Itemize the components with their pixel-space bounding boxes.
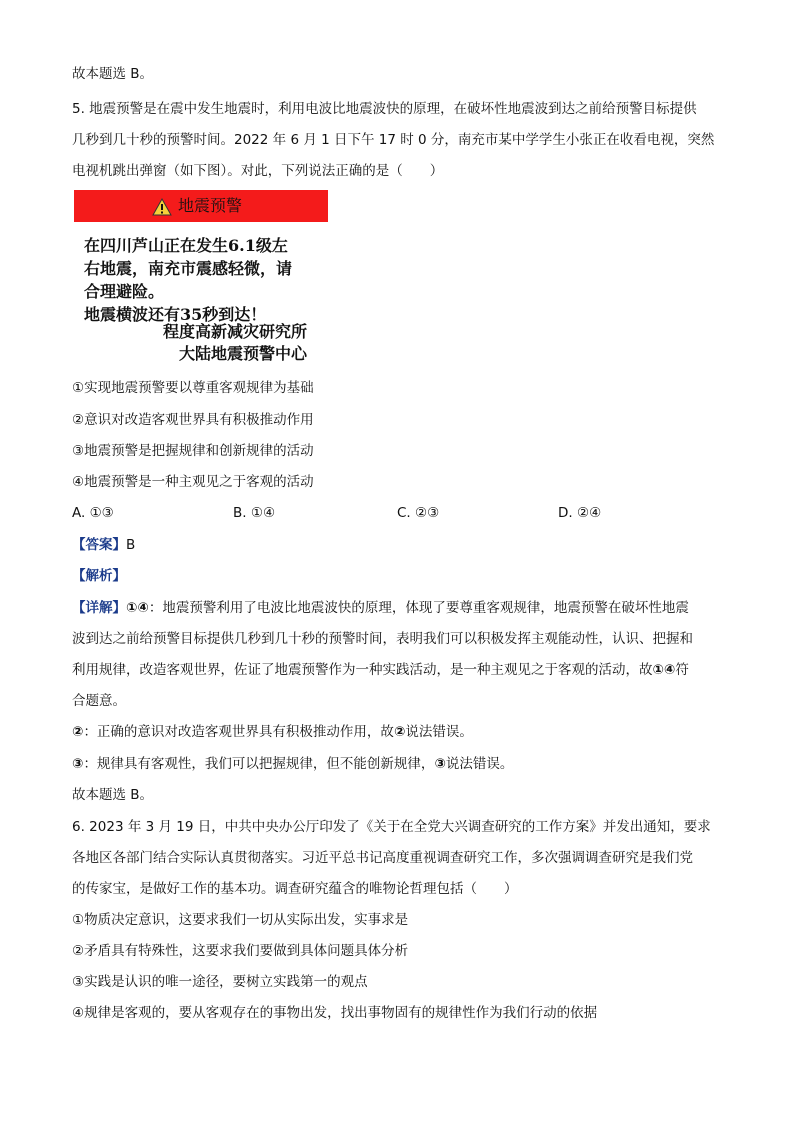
detail-tag: 【详解】 [72, 600, 126, 616]
detail-point-2 [72, 722, 473, 742]
point-3-mark-2: ③ [434, 756, 446, 772]
answer-value: B [126, 537, 136, 553]
detail-line-1-text: ：地震预警利用了电波比地震波快的原理，体现了要尊重客观规律，地震预警在破坏性地震 [148, 600, 689, 616]
q5-item-4: ④地震预警是一种主观见之于客观的活动 [72, 474, 314, 490]
q5-stem-line-2: 几秒到几十秒的预警时间。2022 年 6 月 1 日下午 17 时 0 分，南充市某中学学生小张正在收看电视，突然 [72, 132, 715, 148]
detail-lead-mark: ①④ [126, 600, 149, 616]
warning-icon [152, 198, 172, 216]
point-2-mark-2: ② [393, 724, 406, 740]
q6-item-4: ④规律是客观的，要从客观存在的事物出发，找出事物固有的规律性作为我们行动的依据 [72, 1005, 598, 1021]
detail-line-4: 合题意。 [72, 693, 126, 709]
alert-text-line-2: 右地震，南充市震感轻微，请 [84, 259, 293, 278]
point-2-mark: ② [72, 724, 84, 740]
detail-line-3-text: 利用规律，改造客观世界，佐证了地震预警作为一种实践活动，是一种主观见之于客观的活动，故 [72, 662, 653, 678]
detail-line-2: 波到达之前给预警目标提供几秒到几十秒的预警时间，表明我们可以积极发挥主观能动性，认识、把握和 [72, 631, 693, 647]
q5-stem-line-3: 电视机跳出弹窗（如下图）。对此，下列说法正确的是（ ） [72, 163, 444, 179]
alert-text-line-4: 地震横波还有35秒到达！ [84, 305, 267, 324]
detail-line-3 [72, 660, 689, 680]
point-2-text: ：正确的意识对改造客观世界具有积极推动作用，故 [83, 724, 394, 740]
q5-option-d: D. ②④ [558, 505, 602, 521]
alert-source-2: 大陆地震预警中心 [179, 344, 308, 363]
answer-tag: 【答案】 [72, 537, 126, 553]
q5-option-a: A. ①③ [72, 505, 114, 521]
point-3-end: 说法错误。 [445, 756, 514, 772]
q5-item-1: ①实现地震预警要以尊重客观规律为基础 [72, 380, 314, 396]
q5-option-b: B. ①④ [233, 505, 276, 521]
alert-source-1: 程度高新减灾研究所 [163, 322, 308, 341]
point-3-mark: ③ [72, 756, 84, 772]
q5-item-3: ③地震预警是把握规律和创新规律的活动 [72, 443, 314, 459]
analysis-tag: 【解析】 [72, 568, 126, 584]
answer-line [72, 535, 135, 555]
conclusion-prev: 故本题选 B。 [72, 66, 154, 82]
alert-text-line-3: 合理避险。 [84, 282, 165, 301]
point-2-end: 说法错误。 [405, 724, 473, 740]
detail-line-1 [72, 598, 689, 618]
q5-item-2: ②意识对改造客观世界具有积极推动作用 [72, 412, 314, 428]
q6-stem-line-3: 的传家宝，是做好工作的基本功。调查研究蕴含的唯物论哲理包括（ ） [72, 881, 518, 897]
alert-banner [74, 190, 328, 222]
detail-line-3-mark: ①④ [652, 662, 676, 678]
q6-stem-line-1: 6. 2023 年 3 月 19 日，中共中央办公厅印发了《关于在全党大兴调查研究的工作方案》并发出通知，要求 [72, 819, 711, 835]
alert-title: 地震预警 [178, 196, 243, 215]
q6-stem-line-2: 各地区各部门结合实际认真贯彻落实。习近平总书记高度重视调查研究工作，多次强调调查研究是我们党 [72, 850, 693, 866]
q6-item-1: ①物质决定意识，这要求我们一切从实际出发，实事求是 [72, 912, 409, 928]
q5-option-c: C. ②③ [397, 505, 440, 521]
detail-line-3-end: 符 [675, 662, 689, 678]
alert-text-line-1: 在四川芦山正在发生6.1级左 [84, 236, 288, 255]
analysis-line [72, 566, 126, 586]
q6-item-3: ③实践是认识的唯一途径，要树立实践第一的观点 [72, 974, 368, 990]
q5-stem-line-1: 5. 地震预警是在震中发生地震时，利用电波比地震波快的原理，在破坏性地震波到达之前给预警目标提供 [72, 101, 697, 117]
point-3-text: ：规律具有客观性，我们可以把握规律，但不能创新规律， [83, 756, 435, 772]
q6-item-2: ②矛盾具有特殊性，这要求我们要做到具体问题具体分析 [72, 943, 409, 959]
conclusion-q5: 故本题选 B。 [72, 787, 154, 803]
detail-point-3 [72, 754, 513, 774]
